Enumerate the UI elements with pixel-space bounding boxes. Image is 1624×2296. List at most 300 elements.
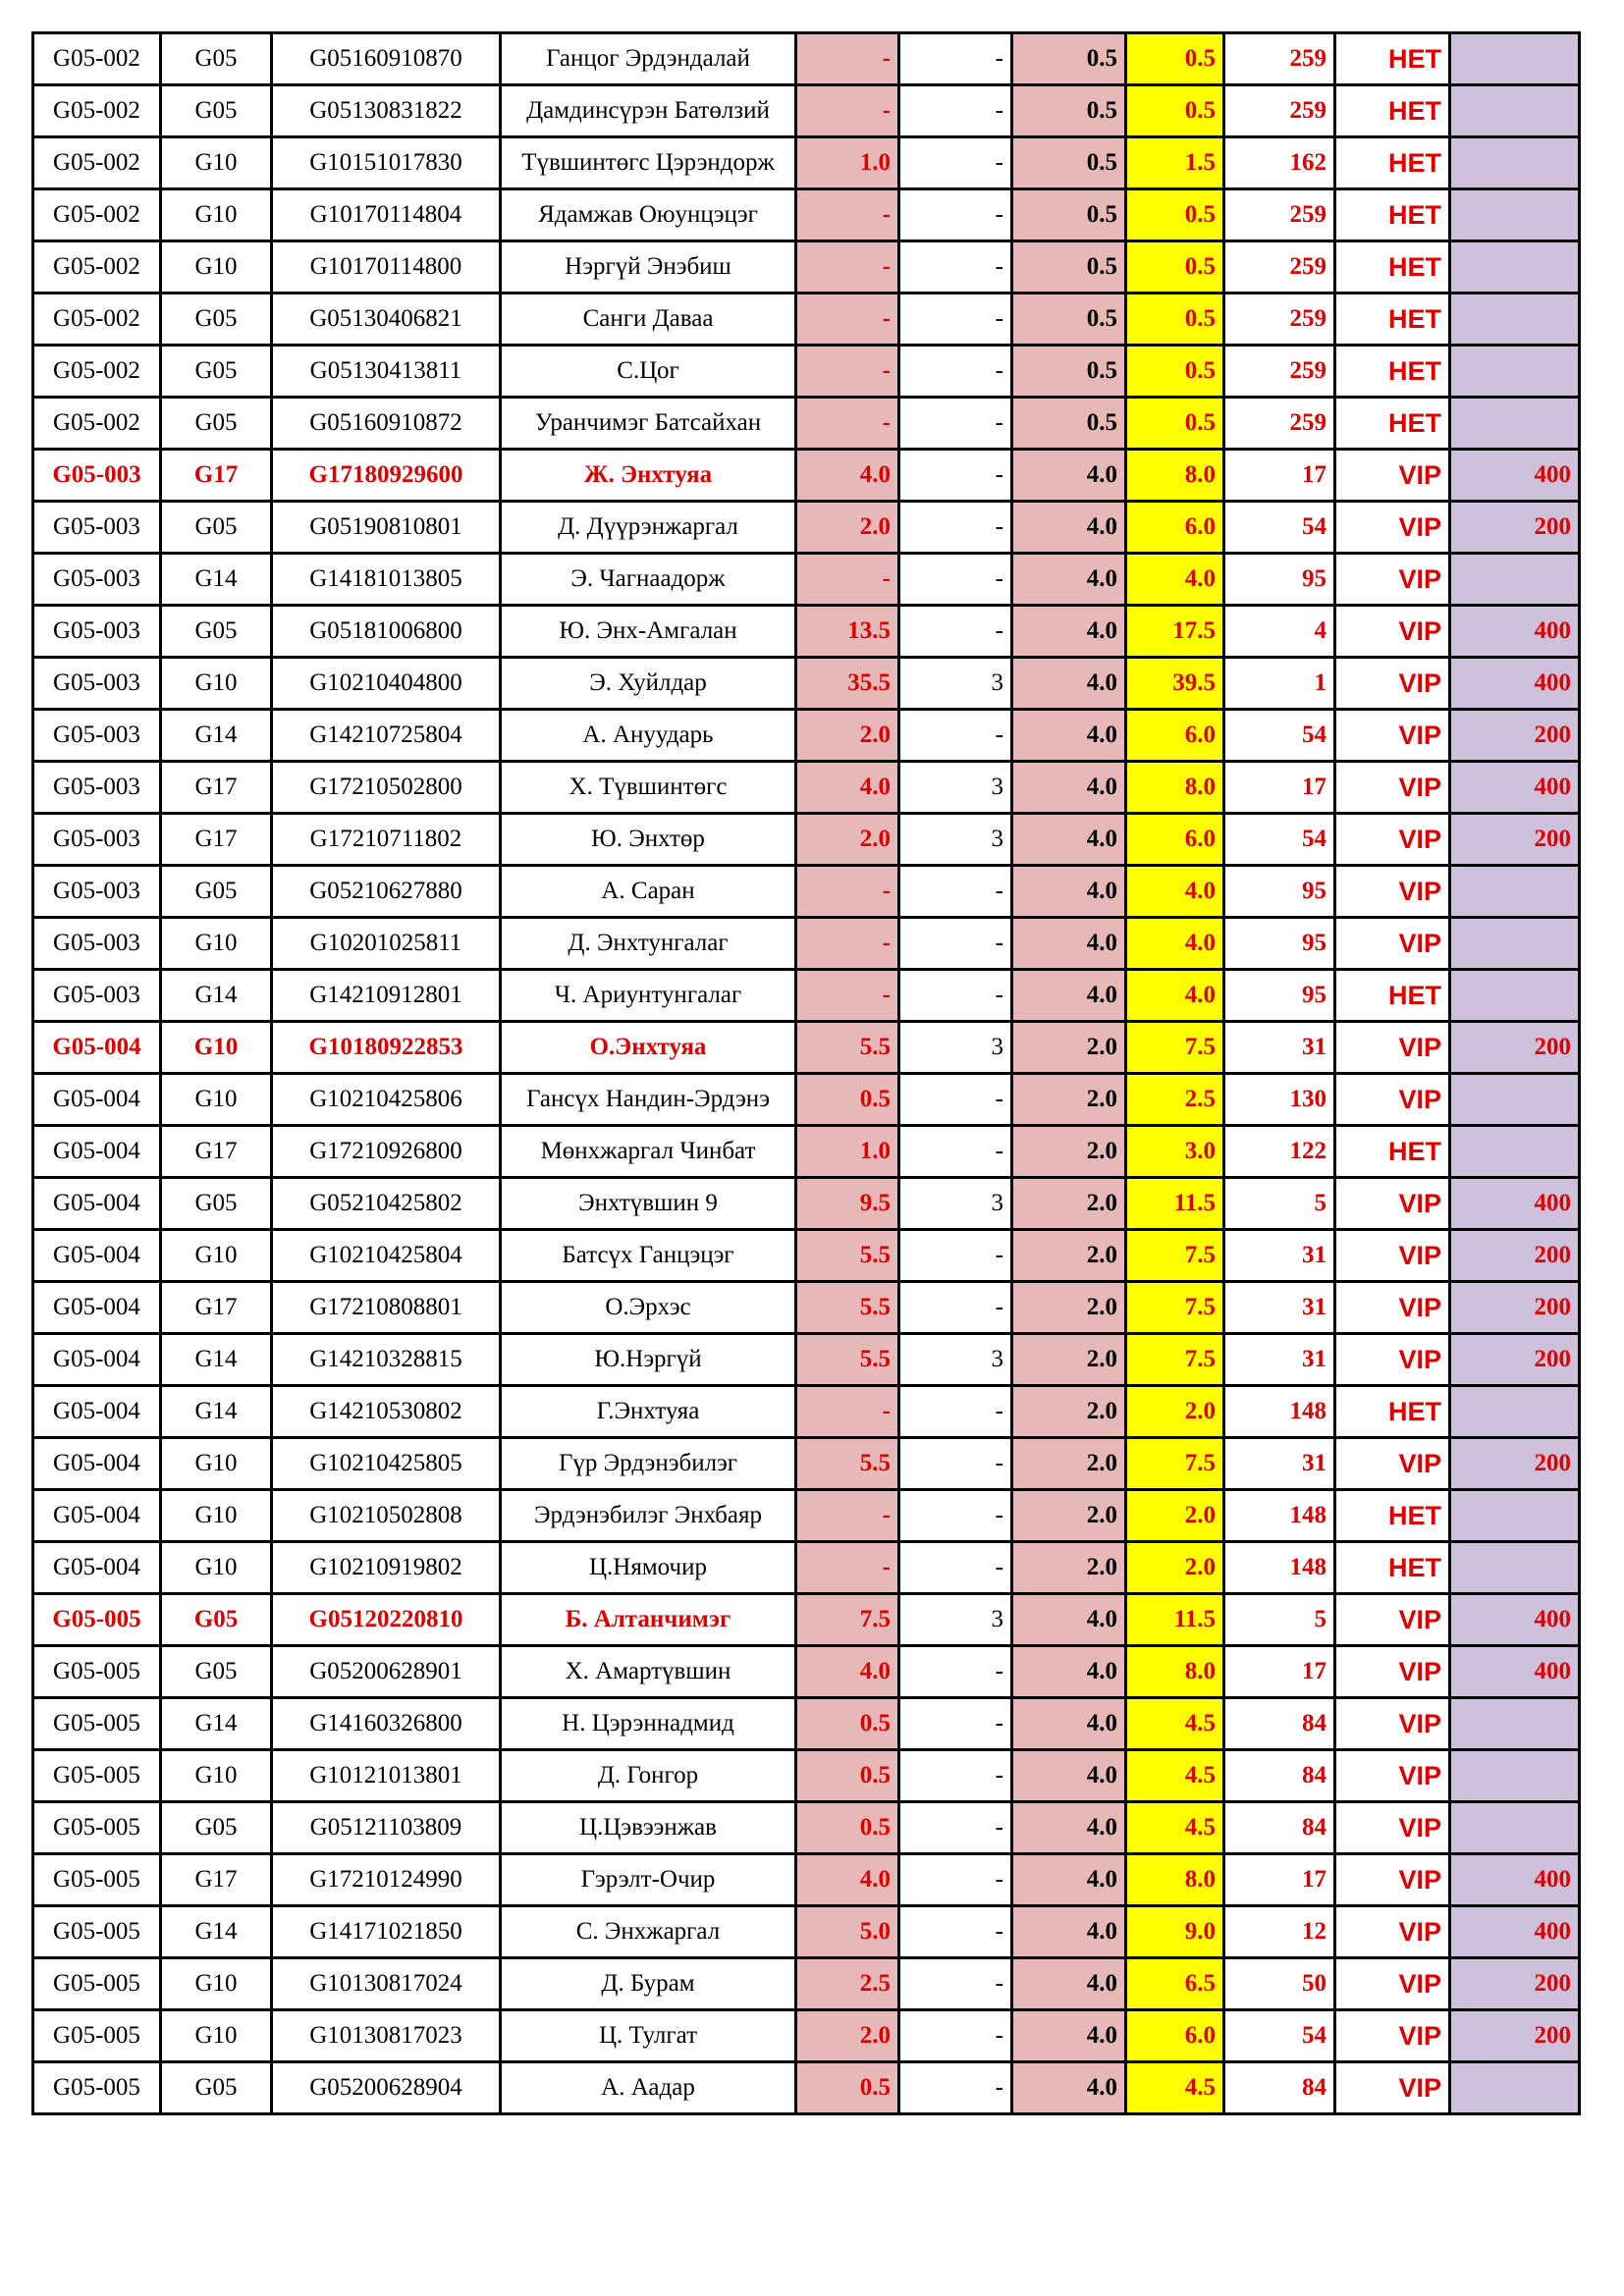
score-1-cell: - [796, 294, 899, 346]
score-2-cell: - [899, 1282, 1012, 1334]
score-2-cell: - [899, 1802, 1012, 1854]
record-id-cell: G05-003 [33, 918, 161, 970]
score-2-cell: 3 [899, 1594, 1012, 1646]
total-cell: 4.0 [1126, 866, 1224, 918]
status-cell: VIP [1335, 1594, 1450, 1646]
rank-cell: 95 [1224, 866, 1335, 918]
group-cell: G17 [161, 1854, 272, 1906]
person-name-cell: Ю. Энхтөр [501, 814, 796, 866]
group-cell: G05 [161, 606, 272, 658]
amount-cell [1450, 554, 1580, 606]
total-cell: 0.5 [1126, 189, 1224, 241]
group-cell: G05 [161, 398, 272, 450]
group-cell: G05 [161, 1178, 272, 1230]
status-cell: НЕТ [1335, 1386, 1450, 1438]
score-3-cell: 4.0 [1012, 866, 1126, 918]
rank-cell: 84 [1224, 2062, 1335, 2114]
rank-cell: 54 [1224, 2010, 1335, 2062]
code-cell: G10210425804 [272, 1230, 501, 1282]
table-row [33, 85, 1580, 137]
group-cell: G10 [161, 1490, 272, 1542]
code-cell: G17210926800 [272, 1126, 501, 1178]
rank-cell: 259 [1224, 398, 1335, 450]
score-2-cell: - [899, 1646, 1012, 1698]
score-1-cell: 1.0 [796, 137, 899, 189]
score-1-cell: 0.5 [796, 1802, 899, 1854]
record-id-cell: G05-005 [33, 2010, 161, 2062]
code-cell: G14210725804 [272, 710, 501, 762]
score-1-cell: 2.5 [796, 1958, 899, 2010]
status-cell: НЕТ [1335, 85, 1450, 137]
code-cell: G14160326800 [272, 1698, 501, 1750]
group-cell: G10 [161, 1230, 272, 1282]
group-cell: G10 [161, 1438, 272, 1490]
table-row [33, 1750, 1580, 1802]
score-3-cell: 2.0 [1012, 1126, 1126, 1178]
score-3-cell: 2.0 [1012, 1438, 1126, 1490]
amount-cell: 200 [1450, 502, 1580, 554]
score-2-cell: - [899, 606, 1012, 658]
score-3-cell: 2.0 [1012, 1074, 1126, 1126]
total-cell: 11.5 [1126, 1178, 1224, 1230]
score-2-cell: - [899, 1490, 1012, 1542]
group-cell: G05 [161, 2062, 272, 2114]
score-2-cell: 3 [899, 814, 1012, 866]
rank-cell: 54 [1224, 710, 1335, 762]
score-2-cell: - [899, 554, 1012, 606]
table-row [33, 2010, 1580, 2062]
score-1-cell: - [796, 866, 899, 918]
total-cell: 6.0 [1126, 814, 1224, 866]
score-3-cell: 4.0 [1012, 814, 1126, 866]
total-cell: 8.0 [1126, 1854, 1224, 1906]
score-3-cell: 0.5 [1012, 137, 1126, 189]
score-2-cell: 3 [899, 1178, 1012, 1230]
person-name-cell: Д. Гонгор [501, 1750, 796, 1802]
rank-cell: 95 [1224, 970, 1335, 1022]
score-3-cell: 0.5 [1012, 85, 1126, 137]
total-cell: 39.5 [1126, 658, 1224, 710]
total-cell: 4.0 [1126, 970, 1224, 1022]
score-2-cell: - [899, 918, 1012, 970]
total-cell: 6.0 [1126, 710, 1224, 762]
total-cell: 3.0 [1126, 1126, 1224, 1178]
status-cell: НЕТ [1335, 294, 1450, 346]
code-cell: G05121103809 [272, 1802, 501, 1854]
rank-cell: 148 [1224, 1490, 1335, 1542]
record-id-cell: G05-003 [33, 814, 161, 866]
total-cell: 2.0 [1126, 1542, 1224, 1594]
person-name-cell: Ц.Цэвээнжав [501, 1802, 796, 1854]
score-1-cell: 2.0 [796, 502, 899, 554]
rank-cell: 148 [1224, 1386, 1335, 1438]
score-2-cell: - [899, 1386, 1012, 1438]
group-cell: G14 [161, 554, 272, 606]
score-2-cell: - [899, 1698, 1012, 1750]
score-1-cell: - [796, 85, 899, 137]
amount-cell [1450, 294, 1580, 346]
table-row [33, 450, 1580, 502]
code-cell: G05160910870 [272, 33, 501, 85]
person-name-cell: Гансүх Нандин-Эрдэнэ [501, 1074, 796, 1126]
score-3-cell: 2.0 [1012, 1542, 1126, 1594]
amount-cell [1450, 85, 1580, 137]
code-cell: G10210425806 [272, 1074, 501, 1126]
score-1-cell: 5.5 [796, 1282, 899, 1334]
amount-cell: 400 [1450, 1906, 1580, 1958]
score-3-cell: 4.0 [1012, 2010, 1126, 2062]
total-cell: 9.0 [1126, 1906, 1224, 1958]
table-row [33, 606, 1580, 658]
status-cell: VIP [1335, 1802, 1450, 1854]
person-name-cell: Х. Амартүвшин [501, 1646, 796, 1698]
score-2-cell: - [899, 1958, 1012, 2010]
record-id-cell: G05-004 [33, 1282, 161, 1334]
status-cell: VIP [1335, 450, 1450, 502]
code-cell: G05190810801 [272, 502, 501, 554]
status-cell: VIP [1335, 814, 1450, 866]
score-2-cell: - [899, 33, 1012, 85]
status-cell: НЕТ [1335, 33, 1450, 85]
data-table [31, 31, 1581, 2115]
table-row [33, 1074, 1580, 1126]
score-1-cell: 4.0 [796, 762, 899, 814]
amount-cell: 200 [1450, 1022, 1580, 1074]
score-3-cell: 4.0 [1012, 1958, 1126, 2010]
person-name-cell: Энхтүвшин 9 [501, 1178, 796, 1230]
code-cell: G05130413811 [272, 346, 501, 398]
status-cell: НЕТ [1335, 137, 1450, 189]
code-cell: G14210530802 [272, 1386, 501, 1438]
code-cell: G14181013805 [272, 554, 501, 606]
score-3-cell: 0.5 [1012, 398, 1126, 450]
score-3-cell: 4.0 [1012, 1854, 1126, 1906]
amount-cell: 200 [1450, 814, 1580, 866]
score-3-cell: 4.0 [1012, 1594, 1126, 1646]
person-name-cell: Гэрэлт-Очир [501, 1854, 796, 1906]
status-cell: НЕТ [1335, 398, 1450, 450]
score-3-cell: 0.5 [1012, 33, 1126, 85]
rank-cell: 162 [1224, 137, 1335, 189]
record-id-cell: G05-003 [33, 762, 161, 814]
total-cell: 6.5 [1126, 1958, 1224, 2010]
group-cell: G14 [161, 1334, 272, 1386]
person-name-cell: С. Энхжаргал [501, 1906, 796, 1958]
score-1-cell: 4.0 [796, 1854, 899, 1906]
score-3-cell: 4.0 [1012, 1906, 1126, 1958]
person-name-cell: Ганцог Эрдэндалай [501, 33, 796, 85]
group-cell: G14 [161, 1386, 272, 1438]
amount-cell: 200 [1450, 710, 1580, 762]
score-3-cell: 2.0 [1012, 1490, 1126, 1542]
table-row [33, 137, 1580, 189]
record-id-cell: G05-002 [33, 294, 161, 346]
score-1-cell: 5.5 [796, 1438, 899, 1490]
person-name-cell: Н. Цэрэннадмид [501, 1698, 796, 1750]
record-id-cell: G05-004 [33, 1542, 161, 1594]
total-cell: 8.0 [1126, 450, 1224, 502]
amount-cell [1450, 346, 1580, 398]
rank-cell: 54 [1224, 814, 1335, 866]
score-1-cell: 5.5 [796, 1022, 899, 1074]
group-cell: G17 [161, 814, 272, 866]
total-cell: 6.0 [1126, 2010, 1224, 2062]
status-cell: VIP [1335, 762, 1450, 814]
score-3-cell: 4.0 [1012, 1750, 1126, 1802]
table-row [33, 33, 1580, 85]
total-cell: 4.0 [1126, 554, 1224, 606]
amount-cell: 400 [1450, 1646, 1580, 1698]
rank-cell: 130 [1224, 1074, 1335, 1126]
code-cell: G05200628904 [272, 2062, 501, 2114]
code-cell: G10121013801 [272, 1750, 501, 1802]
amount-cell [1450, 189, 1580, 241]
rank-cell: 95 [1224, 554, 1335, 606]
rank-cell: 259 [1224, 33, 1335, 85]
group-cell: G10 [161, 1022, 272, 1074]
record-id-cell: G05-005 [33, 1646, 161, 1698]
code-cell: G10210425805 [272, 1438, 501, 1490]
record-id-cell: G05-004 [33, 1022, 161, 1074]
record-id-cell: G05-004 [33, 1230, 161, 1282]
score-2-cell: - [899, 2010, 1012, 2062]
code-cell: G10130817024 [272, 1958, 501, 2010]
rank-cell: 259 [1224, 346, 1335, 398]
code-cell: G10170114804 [272, 189, 501, 241]
code-cell: G05181006800 [272, 606, 501, 658]
score-2-cell: - [899, 2062, 1012, 2114]
group-cell: G05 [161, 1594, 272, 1646]
group-cell: G17 [161, 762, 272, 814]
code-cell: G14210912801 [272, 970, 501, 1022]
score-1-cell: - [796, 346, 899, 398]
score-2-cell: - [899, 1126, 1012, 1178]
status-cell: VIP [1335, 606, 1450, 658]
group-cell: G10 [161, 918, 272, 970]
record-id-cell: G05-002 [33, 346, 161, 398]
score-1-cell: 5.0 [796, 1906, 899, 1958]
status-cell: VIP [1335, 710, 1450, 762]
total-cell: 4.0 [1126, 918, 1224, 970]
group-cell: G05 [161, 502, 272, 554]
total-cell: 2.0 [1126, 1490, 1224, 1542]
record-id-cell: G05-002 [33, 398, 161, 450]
group-cell: G10 [161, 1750, 272, 1802]
total-cell: 8.0 [1126, 762, 1224, 814]
person-name-cell: Д. Бурам [501, 1958, 796, 2010]
person-name-cell: Санги Даваа [501, 294, 796, 346]
score-3-cell: 4.0 [1012, 2062, 1126, 2114]
status-cell: VIP [1335, 1334, 1450, 1386]
code-cell: G17210808801 [272, 1282, 501, 1334]
amount-cell: 400 [1450, 606, 1580, 658]
score-2-cell: - [899, 189, 1012, 241]
total-cell: 4.5 [1126, 2062, 1224, 2114]
table-body [33, 33, 1580, 2114]
person-name-cell: А. Ануударь [501, 710, 796, 762]
score-3-cell: 4.0 [1012, 710, 1126, 762]
total-cell: 7.5 [1126, 1230, 1224, 1282]
score-1-cell: - [796, 189, 899, 241]
rank-cell: 54 [1224, 502, 1335, 554]
table-row [33, 1126, 1580, 1178]
score-1-cell: 5.5 [796, 1334, 899, 1386]
score-3-cell: 2.0 [1012, 1230, 1126, 1282]
amount-cell [1450, 1126, 1580, 1178]
score-3-cell: 2.0 [1012, 1178, 1126, 1230]
person-name-cell: Ю.Нэргүй [501, 1334, 796, 1386]
score-1-cell: 7.5 [796, 1594, 899, 1646]
amount-cell [1450, 970, 1580, 1022]
score-2-cell: - [899, 866, 1012, 918]
table-row [33, 1854, 1580, 1906]
person-name-cell: Б. Алтанчимэг [501, 1594, 796, 1646]
code-cell: G10210919802 [272, 1542, 501, 1594]
record-id-cell: G05-005 [33, 1854, 161, 1906]
record-id-cell: G05-003 [33, 970, 161, 1022]
table-row [33, 502, 1580, 554]
person-name-cell: Батсүх Ганцэцэг [501, 1230, 796, 1282]
group-cell: G17 [161, 1282, 272, 1334]
score-1-cell: - [796, 398, 899, 450]
code-cell: G10201025811 [272, 918, 501, 970]
table-row [33, 1906, 1580, 1958]
table-row [33, 1542, 1580, 1594]
person-name-cell: Д. Дүүрэнжаргал [501, 502, 796, 554]
rank-cell: 12 [1224, 1906, 1335, 1958]
score-1-cell: - [796, 554, 899, 606]
rank-cell: 259 [1224, 294, 1335, 346]
score-1-cell: - [796, 33, 899, 85]
person-name-cell: Ю. Энх-Амгалан [501, 606, 796, 658]
table-row [33, 1438, 1580, 1490]
status-cell: НЕТ [1335, 1542, 1450, 1594]
group-cell: G10 [161, 658, 272, 710]
status-cell: VIP [1335, 2010, 1450, 2062]
amount-cell [1450, 1386, 1580, 1438]
group-cell: G17 [161, 450, 272, 502]
group-cell: G10 [161, 241, 272, 294]
total-cell: 0.5 [1126, 85, 1224, 137]
score-2-cell: - [899, 85, 1012, 137]
amount-cell: 200 [1450, 1334, 1580, 1386]
score-2-cell: - [899, 1542, 1012, 1594]
table-row [33, 1386, 1580, 1438]
score-2-cell: - [899, 241, 1012, 294]
record-id-cell: G05-005 [33, 1750, 161, 1802]
code-cell: G10130817023 [272, 2010, 501, 2062]
status-cell: VIP [1335, 554, 1450, 606]
score-3-cell: 4.0 [1012, 762, 1126, 814]
score-1-cell: 2.0 [796, 2010, 899, 2062]
score-1-cell: 0.5 [796, 1698, 899, 1750]
score-2-cell: - [899, 1854, 1012, 1906]
table-row [33, 814, 1580, 866]
record-id-cell: G05-003 [33, 502, 161, 554]
status-cell: VIP [1335, 1022, 1450, 1074]
status-cell: VIP [1335, 1282, 1450, 1334]
code-cell: G17210711802 [272, 814, 501, 866]
group-cell: G05 [161, 85, 272, 137]
total-cell: 0.5 [1126, 398, 1224, 450]
rank-cell: 84 [1224, 1750, 1335, 1802]
record-id-cell: G05-004 [33, 1490, 161, 1542]
total-cell: 0.5 [1126, 241, 1224, 294]
person-name-cell: Ц. Тулгат [501, 2010, 796, 2062]
table-row [33, 1646, 1580, 1698]
group-cell: G10 [161, 1074, 272, 1126]
score-1-cell: 9.5 [796, 1178, 899, 1230]
table-row [33, 398, 1580, 450]
person-name-cell: Ц.Нямочир [501, 1542, 796, 1594]
rank-cell: 259 [1224, 241, 1335, 294]
group-cell: G14 [161, 970, 272, 1022]
code-cell: G10180922853 [272, 1022, 501, 1074]
score-3-cell: 0.5 [1012, 241, 1126, 294]
score-3-cell: 4.0 [1012, 554, 1126, 606]
person-name-cell: Уранчимэг Батсайхан [501, 398, 796, 450]
code-cell: G17210124990 [272, 1854, 501, 1906]
code-cell: G05200628901 [272, 1646, 501, 1698]
status-cell: VIP [1335, 502, 1450, 554]
total-cell: 0.5 [1126, 346, 1224, 398]
score-1-cell: 5.5 [796, 1230, 899, 1282]
table-row [33, 554, 1580, 606]
amount-cell: 400 [1450, 1594, 1580, 1646]
status-cell: VIP [1335, 1750, 1450, 1802]
total-cell: 1.5 [1126, 137, 1224, 189]
amount-cell: 200 [1450, 1282, 1580, 1334]
score-3-cell: 0.5 [1012, 294, 1126, 346]
score-3-cell: 4.0 [1012, 1698, 1126, 1750]
table-row [33, 1698, 1580, 1750]
amount-cell: 200 [1450, 1230, 1580, 1282]
score-3-cell: 4.0 [1012, 658, 1126, 710]
status-cell: НЕТ [1335, 1490, 1450, 1542]
score-1-cell: 1.0 [796, 1126, 899, 1178]
score-1-cell: 0.5 [796, 1074, 899, 1126]
person-name-cell: Ядамжав Оюунцэцэг [501, 189, 796, 241]
group-cell: G10 [161, 2010, 272, 2062]
table-row [33, 1282, 1580, 1334]
rank-cell: 31 [1224, 1230, 1335, 1282]
record-id-cell: G05-002 [33, 33, 161, 85]
code-cell: G05120220810 [272, 1594, 501, 1646]
status-cell: НЕТ [1335, 189, 1450, 241]
person-name-cell: Ж. Энхтуяа [501, 450, 796, 502]
record-id-cell: G05-004 [33, 1334, 161, 1386]
code-cell: G05130406821 [272, 294, 501, 346]
score-1-cell: - [796, 918, 899, 970]
rank-cell: 31 [1224, 1282, 1335, 1334]
amount-cell: 200 [1450, 1958, 1580, 2010]
amount-cell [1450, 1542, 1580, 1594]
amount-cell [1450, 1802, 1580, 1854]
status-cell: VIP [1335, 1230, 1450, 1282]
status-cell: VIP [1335, 658, 1450, 710]
total-cell: 7.5 [1126, 1334, 1224, 1386]
amount-cell [1450, 866, 1580, 918]
record-id-cell: G05-003 [33, 866, 161, 918]
table-row [33, 970, 1580, 1022]
total-cell: 17.5 [1126, 606, 1224, 658]
amount-cell [1450, 2062, 1580, 2114]
person-name-cell: О.Энхтуяа [501, 1022, 796, 1074]
score-1-cell: - [796, 970, 899, 1022]
table-row [33, 1022, 1580, 1074]
rank-cell: 17 [1224, 1854, 1335, 1906]
total-cell: 0.5 [1126, 294, 1224, 346]
